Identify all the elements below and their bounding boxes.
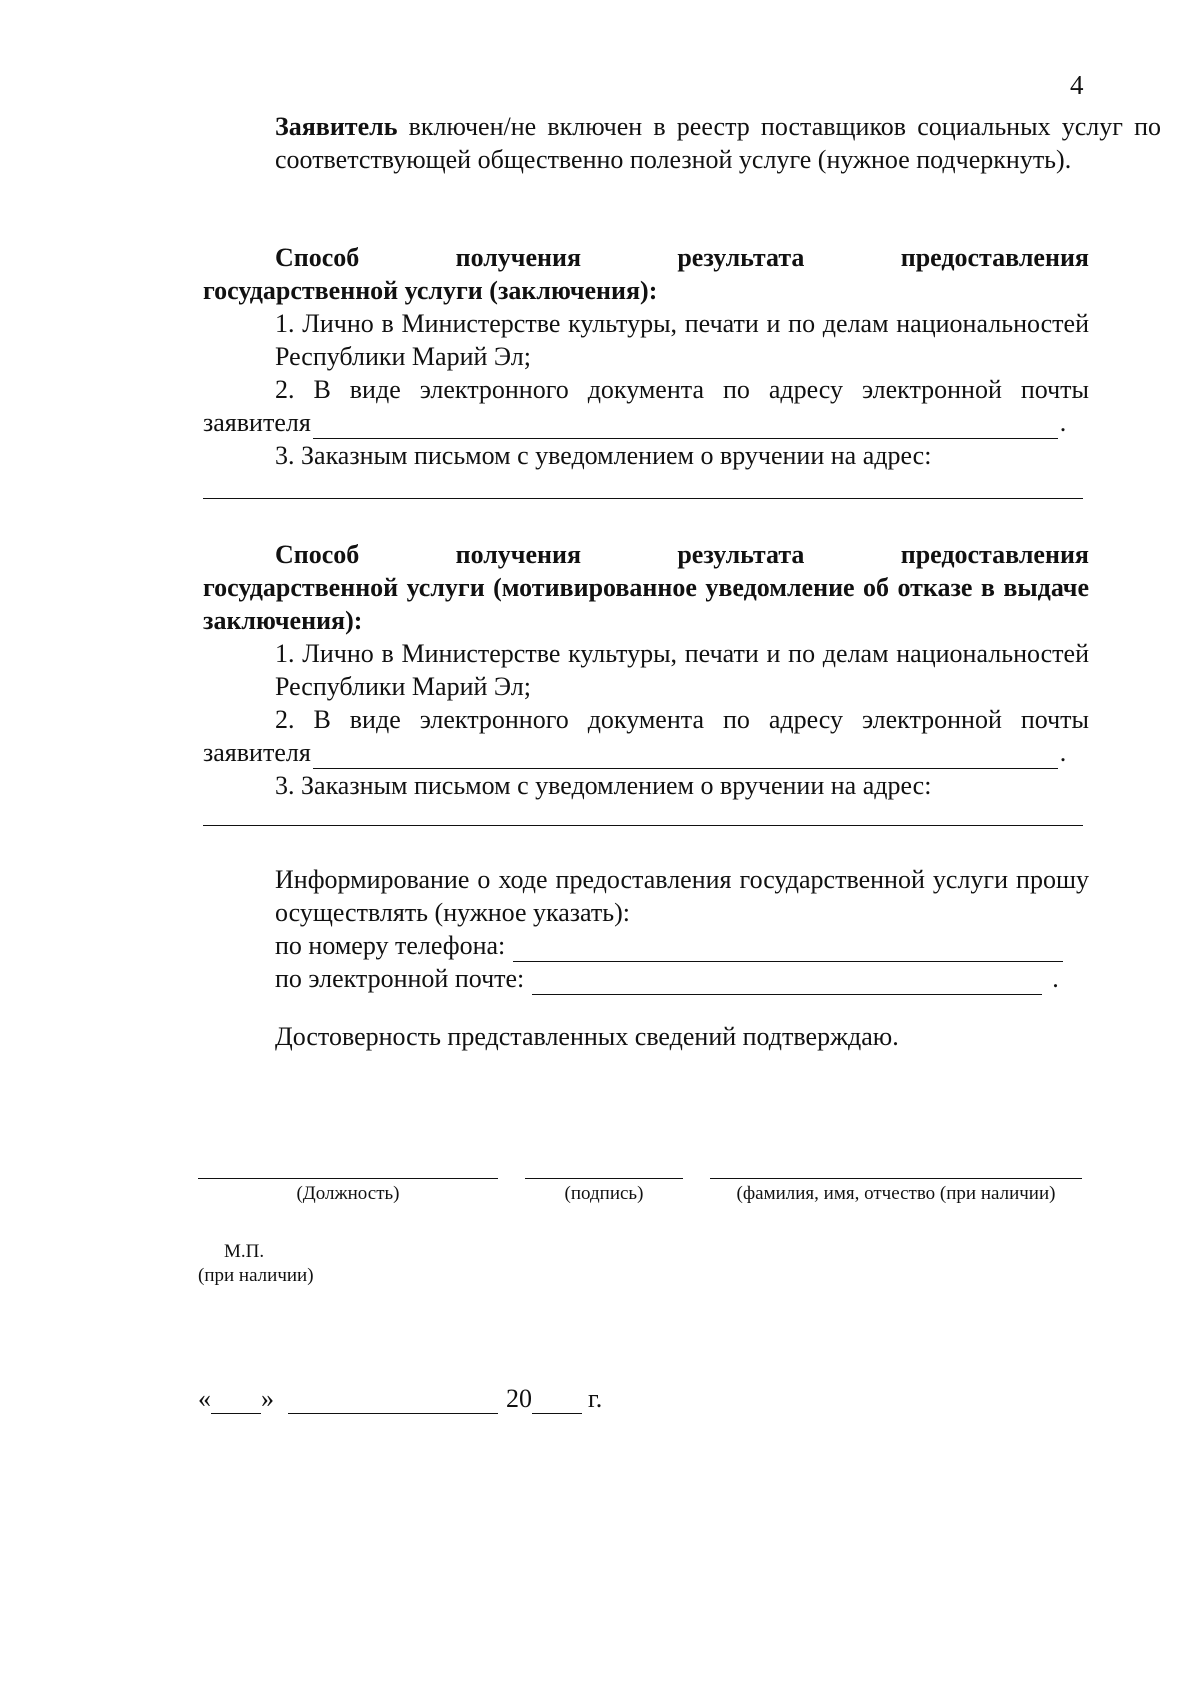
email-label: по электронной почте: bbox=[275, 964, 525, 993]
registry-applicant-bold: Заявитель bbox=[275, 112, 398, 141]
section1-address-blank[interactable] bbox=[203, 498, 1083, 499]
year-prefix: 20 bbox=[506, 1384, 532, 1413]
day-blank[interactable] bbox=[211, 1387, 261, 1414]
section2-item2: 2. В виде электронного документа по адресу электронной почты bbox=[275, 705, 1089, 734]
phone-blank[interactable] bbox=[513, 935, 1063, 962]
confirm-text: Достоверность представленных сведений подтверждаю. bbox=[275, 1022, 899, 1051]
informing-text: Информирование о ходе предоставления государственной услуги прошу осуществлять (нужное указать): bbox=[275, 865, 1089, 927]
year-suffix: г. bbox=[588, 1384, 603, 1413]
stamp-label: М.П. bbox=[224, 1241, 265, 1262]
section1-email-blank[interactable] bbox=[313, 412, 1058, 439]
section1-email-label: заявителя bbox=[203, 408, 311, 437]
date-close-quote: » bbox=[261, 1384, 274, 1413]
period: . bbox=[1052, 964, 1059, 993]
section2-item1: 1. Лично в Министерстве культуры, печати и по делам национальностей Республики Марий Эл; bbox=[275, 639, 1089, 701]
position-caption: (Должность) bbox=[296, 1183, 400, 1204]
name-caption: (фамилия, имя, отчество (при наличии) bbox=[736, 1183, 1056, 1204]
email-blank[interactable] bbox=[532, 968, 1042, 995]
position-line[interactable] bbox=[198, 1178, 498, 1179]
section2-email-row bbox=[203, 736, 1089, 769]
month-blank[interactable] bbox=[288, 1387, 498, 1414]
section2 bbox=[203, 538, 1089, 802]
page-number: 4 bbox=[1070, 70, 1084, 100]
date-row bbox=[198, 1384, 602, 1414]
registry-paragraph bbox=[203, 110, 1161, 176]
period: . bbox=[1059, 408, 1067, 437]
period: . bbox=[1059, 738, 1067, 767]
section2-heading-rest: государственной услуги (мотивированное уведомление об отказе в выдаче заключения): bbox=[203, 573, 1089, 635]
section1-heading-line1: Способ получения результата предоставления bbox=[275, 243, 1089, 272]
section2-item3: 3. Заказным письмом с уведомлением о вручении на адрес: bbox=[275, 771, 932, 800]
section1 bbox=[203, 241, 1089, 472]
signature-line[interactable] bbox=[525, 1178, 683, 1179]
section2-email-blank[interactable] bbox=[313, 742, 1058, 769]
section2-heading-line1: Способ получения результата предоставления bbox=[275, 540, 1089, 569]
signature-caption: (подпись) bbox=[564, 1183, 644, 1204]
name-line[interactable] bbox=[710, 1178, 1082, 1179]
registry-text: включен/не включен в реестр поставщиков социальных услуг по соответствующей общественно полезной услуге (нужное подчеркнуть). bbox=[275, 112, 1161, 174]
informing-section bbox=[203, 863, 1089, 995]
date-open-quote: « bbox=[198, 1384, 211, 1413]
stamp-note: (при наличии) bbox=[198, 1265, 314, 1286]
section2-email-label: заявителя bbox=[203, 738, 311, 767]
year-blank[interactable] bbox=[532, 1387, 582, 1414]
section2-address-blank[interactable] bbox=[203, 825, 1083, 826]
phone-label: по номеру телефона: bbox=[275, 931, 506, 960]
section1-item2: 2. В виде электронного документа по адресу электронной почты bbox=[275, 375, 1089, 404]
section1-item3: 3. Заказным письмом с уведомлением о вручении на адрес: bbox=[275, 441, 932, 470]
phone-row bbox=[203, 929, 1089, 962]
section1-item1: 1. Лично в Министерстве культуры, печати и по делам национальностей Республики Марий Эл; bbox=[275, 309, 1089, 371]
section1-email-row bbox=[203, 406, 1089, 439]
section1-heading-line2: государственной услуги (заключения): bbox=[203, 276, 658, 305]
email-row bbox=[203, 962, 1089, 995]
